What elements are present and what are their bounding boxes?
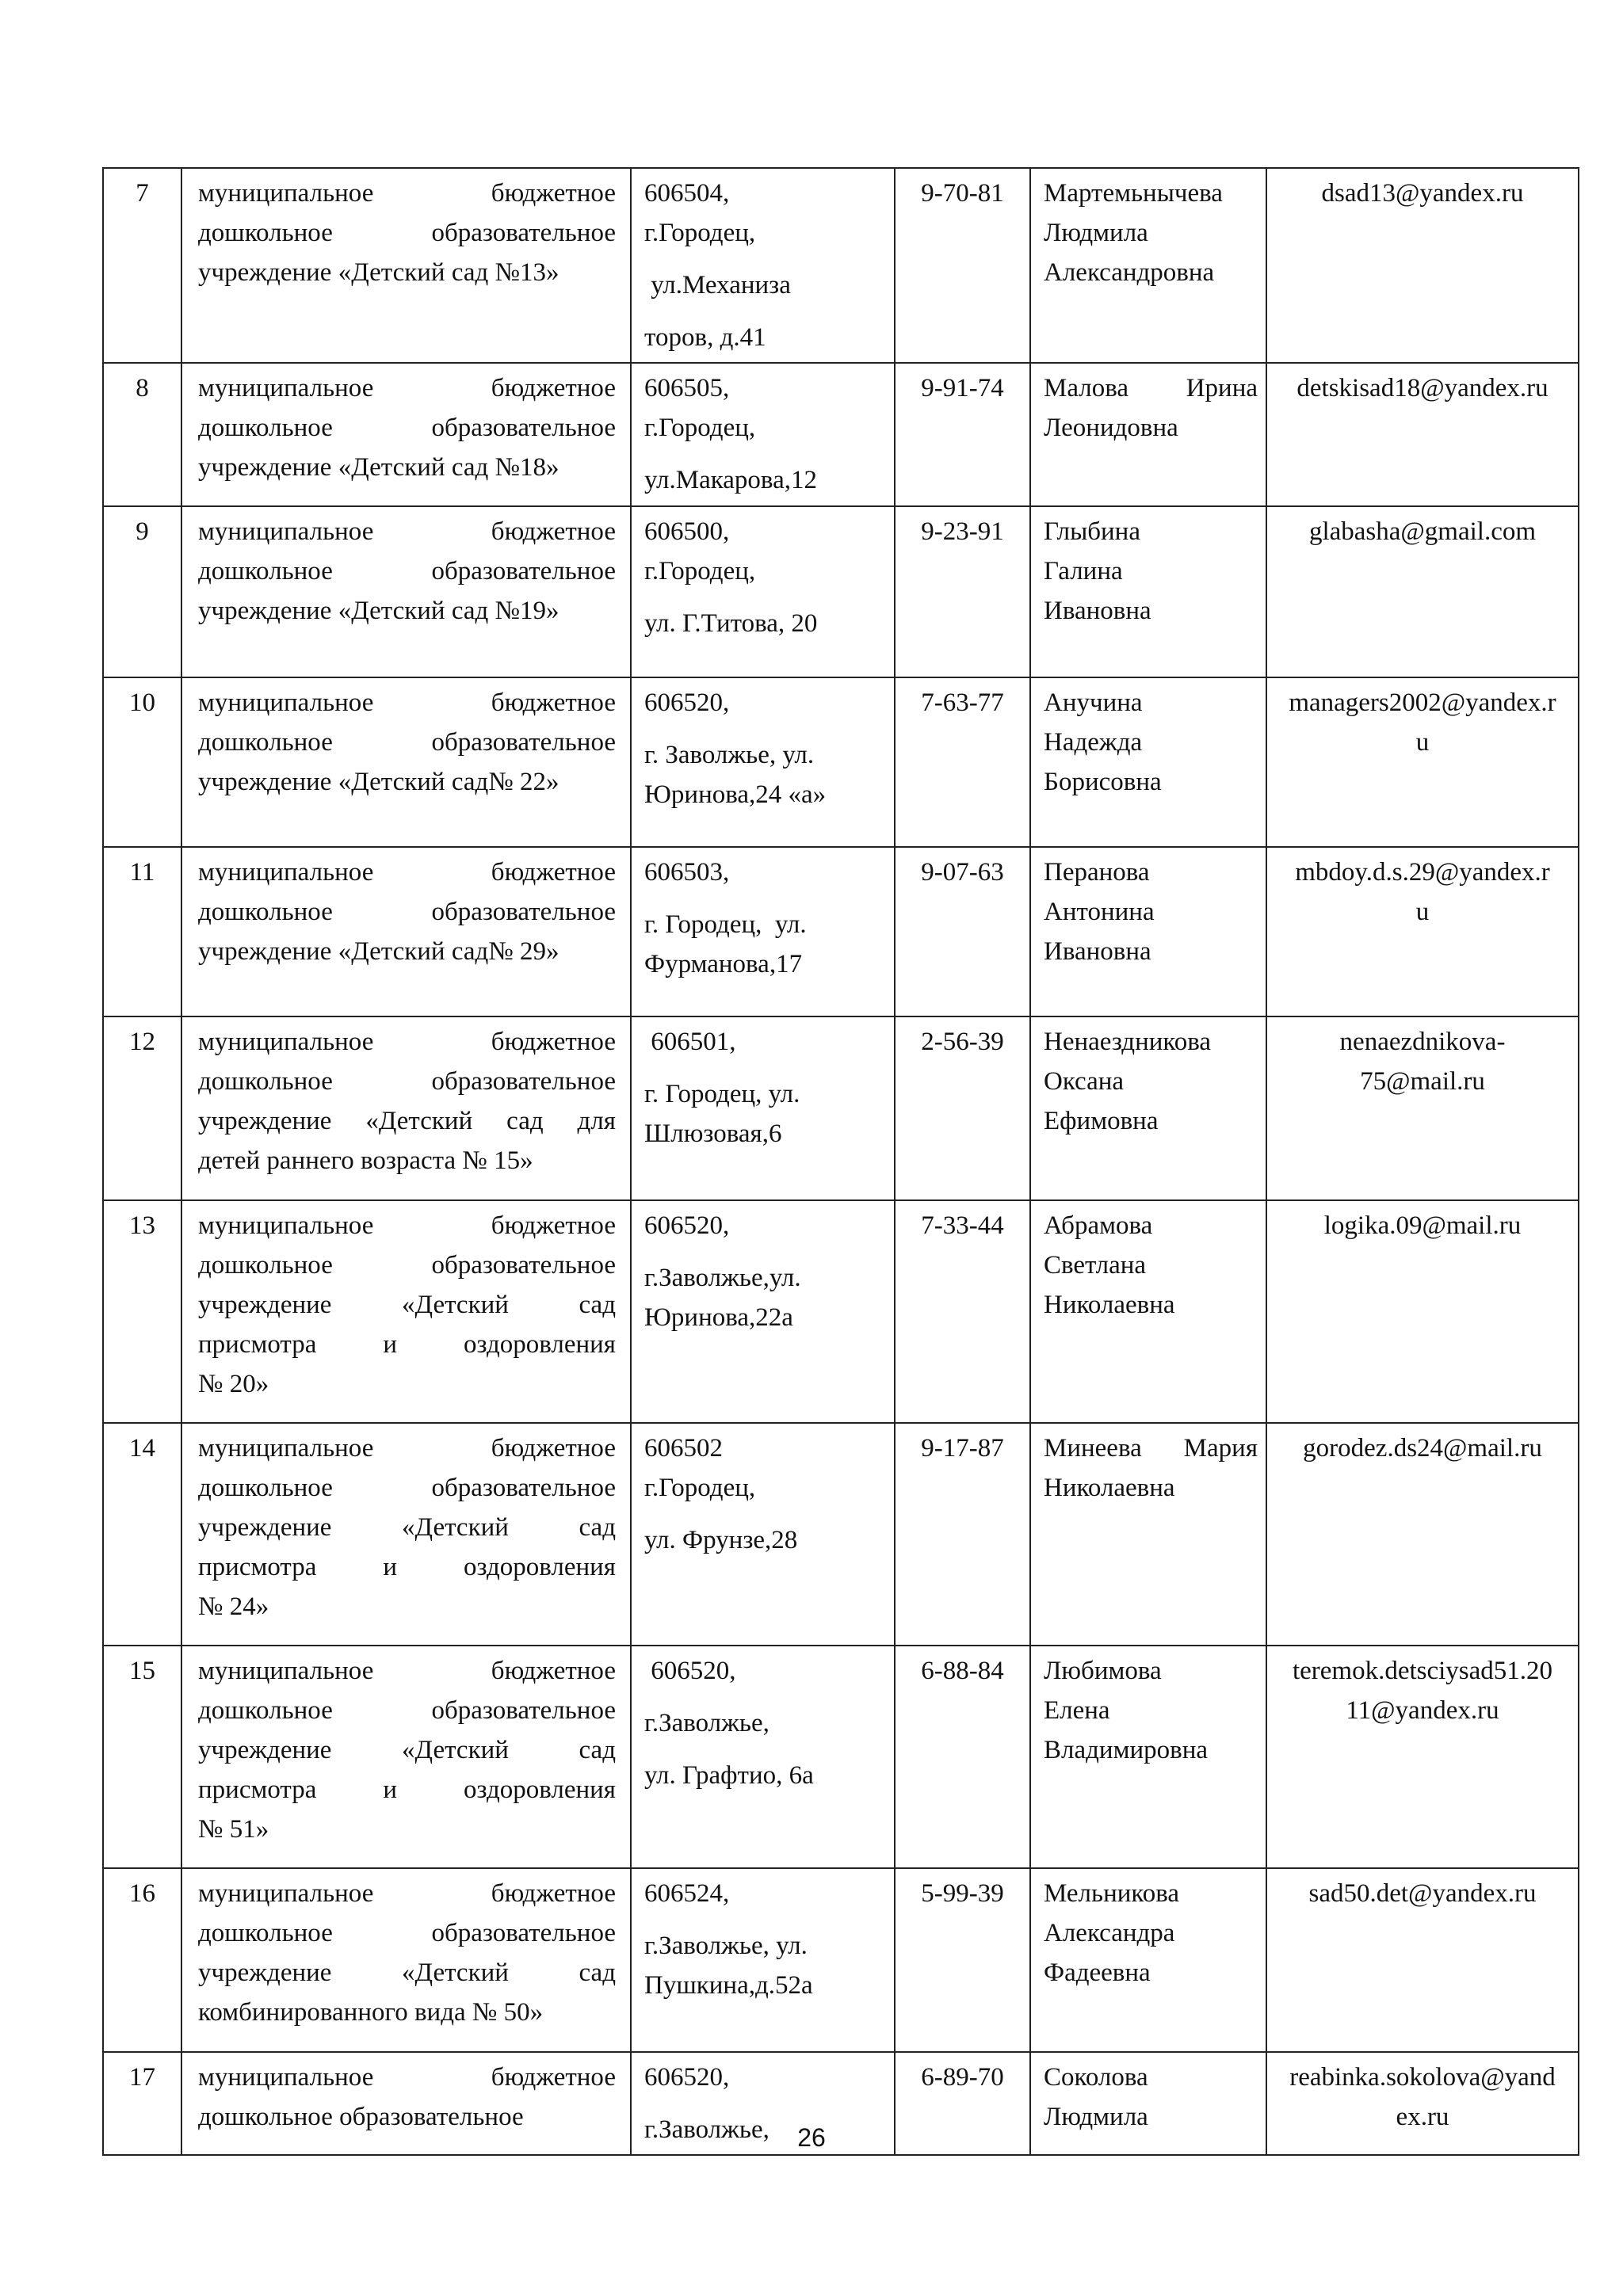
institution-name-line: присмотра и оздоровления bbox=[198, 1330, 616, 1359]
row-number: 10 bbox=[129, 688, 155, 717]
institution-name-line: дошкольное образовательное bbox=[198, 557, 616, 585]
contact-person-cell bbox=[1030, 1868, 1266, 2052]
row-number: 9 bbox=[136, 517, 149, 546]
institution-name-line: комбинированного вида № 50» bbox=[198, 1998, 544, 2027]
contact-person-line: Надежда bbox=[1044, 728, 1143, 757]
address-cell bbox=[631, 847, 895, 1016]
institution-name-line: дошкольное образовательное bbox=[198, 898, 616, 926]
address-line: Шлюзовая,6 bbox=[644, 1119, 782, 1148]
email-cell bbox=[1266, 677, 1579, 847]
email-line: detskisad18@yandex.ru bbox=[1296, 374, 1549, 402]
row-number-cell bbox=[103, 363, 181, 506]
contact-person-cell bbox=[1030, 363, 1266, 506]
contact-person-cell bbox=[1030, 1200, 1266, 1423]
address-cell bbox=[631, 168, 895, 363]
table-row bbox=[103, 168, 1579, 363]
contact-person-line: Анучина bbox=[1044, 688, 1143, 717]
contact-person-cell bbox=[1030, 1423, 1266, 1646]
row-number-cell bbox=[103, 506, 181, 677]
address-line: Юринова,22а bbox=[644, 1303, 793, 1332]
phone-number: 2-56-39 bbox=[921, 1028, 1004, 1056]
institution-name-cell bbox=[181, 363, 631, 506]
row-number: 17 bbox=[129, 2063, 155, 2092]
organizations-table bbox=[102, 167, 1579, 2156]
institution-name-cell bbox=[181, 1200, 631, 1423]
contact-person-line: Николаевна bbox=[1044, 1474, 1175, 1502]
institution-name-line: дошкольное образовательное bbox=[198, 2103, 524, 2131]
institution-name-line: учреждение «Детский сад №18» bbox=[198, 453, 559, 482]
institution-name-line: муниципальное бюджетное bbox=[198, 688, 616, 717]
institution-name-line: детей раннего возраста № 15» bbox=[198, 1146, 533, 1175]
address-line: г.Заволжье,ул. bbox=[644, 1264, 801, 1292]
address-line: 606501, bbox=[644, 1028, 736, 1056]
email-line: 75@mail.ru bbox=[1360, 1067, 1485, 1096]
address-line: ул. Графтио, 6а bbox=[644, 1761, 814, 1790]
institution-name-line: учреждение «Детский сад№ 29» bbox=[198, 937, 559, 966]
address-line: 606503, bbox=[644, 858, 730, 887]
institution-name-line: муниципальное бюджетное bbox=[198, 517, 616, 546]
institution-name-line: дошкольное образовательное bbox=[198, 1067, 616, 1096]
phone-number: 9-91-74 bbox=[921, 374, 1004, 402]
institution-name-line: дошкольное образовательное bbox=[198, 1919, 616, 1947]
address-line: Фурманова,17 bbox=[644, 950, 803, 978]
row-number: 15 bbox=[129, 1657, 155, 1685]
institution-name-line: учреждение «Детский сад №19» bbox=[198, 597, 559, 625]
institution-name-line: учреждение «Детский сад bbox=[198, 1736, 616, 1764]
contact-person-cell bbox=[1030, 847, 1266, 1016]
contact-person-cell bbox=[1030, 677, 1266, 847]
institution-name-line: муниципальное бюджетное bbox=[198, 179, 616, 208]
row-number-cell bbox=[103, 677, 181, 847]
page-number: 26 bbox=[797, 2123, 826, 2152]
institution-name-line: муниципальное бюджетное bbox=[198, 1434, 616, 1463]
address-cell bbox=[631, 506, 895, 677]
phone-number: 7-33-44 bbox=[921, 1211, 1004, 1240]
email-line: teremok.detsciysad51.20 bbox=[1292, 1657, 1553, 1685]
institution-name-line: дошкольное образовательное bbox=[198, 1696, 616, 1725]
email-cell bbox=[1266, 1646, 1579, 1868]
email-cell bbox=[1266, 363, 1579, 506]
email-line: ex.ru bbox=[1396, 2103, 1449, 2131]
address-line: г.Заволжье, bbox=[644, 2115, 769, 2144]
contact-person-line: Борисовна bbox=[1044, 768, 1162, 796]
contact-person-line: Галина bbox=[1044, 557, 1123, 585]
address-line: г.Городец, bbox=[644, 219, 756, 247]
table-row bbox=[103, 1646, 1579, 1868]
row-number-cell bbox=[103, 168, 181, 363]
institution-name-line: муниципальное бюджетное bbox=[198, 1657, 616, 1685]
institution-name-line: учреждение «Детский сад bbox=[198, 1291, 616, 1319]
row-number: 14 bbox=[129, 1434, 155, 1463]
contact-person-line: Глыбина bbox=[1044, 517, 1140, 546]
contact-person-line: Александра bbox=[1044, 1919, 1175, 1947]
address-line: Юринова,24 «а» bbox=[644, 780, 827, 809]
institution-name-line: дошкольное образовательное bbox=[198, 414, 616, 442]
row-number: 7 bbox=[136, 179, 149, 208]
table-body bbox=[103, 168, 1579, 2155]
institution-name-line: № 20» bbox=[198, 1370, 269, 1398]
institution-name-line: муниципальное бюджетное bbox=[198, 2063, 616, 2092]
institution-name-line: муниципальное бюджетное bbox=[198, 1879, 616, 1908]
address-line: 606520, bbox=[644, 2063, 730, 2092]
phone-number: 7-63-77 bbox=[921, 688, 1004, 717]
email-line: sad50.det@yandex.ru bbox=[1308, 1879, 1537, 1908]
address-line: г.Городец, bbox=[644, 1474, 756, 1502]
institution-name-line: учреждение «Детский сад bbox=[198, 1958, 616, 1987]
address-line: 606520, bbox=[644, 1211, 730, 1240]
email-line: u bbox=[1415, 728, 1430, 757]
contact-person-line: Любимова bbox=[1044, 1657, 1162, 1685]
institution-name-cell bbox=[181, 847, 631, 1016]
phone-cell bbox=[895, 506, 1030, 677]
row-number-cell bbox=[103, 1868, 181, 2052]
institution-name-line: присмотра и оздоровления bbox=[198, 1553, 616, 1581]
address-line: 606524, bbox=[644, 1879, 730, 1908]
table-row bbox=[103, 506, 1579, 677]
email-line: glabasha@gmail.com bbox=[1308, 517, 1537, 546]
address-line: ул. Фрунзе,28 bbox=[644, 1526, 798, 1554]
contact-person-line: Ефимовна bbox=[1044, 1107, 1159, 1135]
contact-person-line: Мельникова bbox=[1044, 1879, 1180, 1908]
address-line: 606520, bbox=[644, 688, 730, 717]
phone-cell bbox=[895, 1200, 1030, 1423]
email-cell bbox=[1266, 1868, 1579, 2052]
address-line: г.Городец, bbox=[644, 414, 756, 442]
contact-person-line: Фадеевна bbox=[1044, 1958, 1151, 1987]
phone-cell bbox=[895, 363, 1030, 506]
phone-number: 9-17-87 bbox=[921, 1434, 1004, 1463]
row-number: 8 bbox=[136, 374, 149, 402]
email-cell bbox=[1266, 1423, 1579, 1646]
address-cell bbox=[631, 1868, 895, 2052]
contact-person-line: Ненаездникова bbox=[1044, 1028, 1212, 1056]
address-line: 606504, bbox=[644, 179, 730, 208]
row-number: 16 bbox=[129, 1879, 155, 1908]
institution-name-line: дошкольное образовательное bbox=[198, 1474, 616, 1502]
phone-cell bbox=[895, 1423, 1030, 1646]
institution-name-cell bbox=[181, 1423, 631, 1646]
institution-name-line: № 51» bbox=[198, 1815, 269, 1844]
email-line: managers2002@yandex.r bbox=[1289, 688, 1556, 717]
row-number: 11 bbox=[129, 858, 155, 887]
contact-person-line: Светлана bbox=[1044, 1251, 1147, 1280]
institution-name-line: дошкольное образовательное bbox=[198, 1251, 616, 1280]
contact-person-line: Владимировна bbox=[1044, 1736, 1209, 1764]
email-cell bbox=[1266, 1016, 1579, 1200]
address-line: 606502 bbox=[644, 1434, 723, 1463]
address-line: г. Заволжье, ул. bbox=[644, 741, 815, 769]
institution-name-line: учреждение «Детский сад для bbox=[198, 1107, 616, 1135]
address-cell bbox=[631, 1423, 895, 1646]
email-line: 11@yandex.ru bbox=[1346, 1696, 1499, 1725]
email-line: logika.09@mail.ru bbox=[1323, 1211, 1522, 1240]
row-number-cell bbox=[103, 1423, 181, 1646]
institution-name-cell bbox=[181, 1646, 631, 1868]
address-line: ул.Механиза bbox=[644, 271, 791, 299]
email-line: reabinka.sokolova@yand bbox=[1289, 2063, 1556, 2092]
contact-person-cell bbox=[1030, 506, 1266, 677]
address-line: г.Городец, bbox=[644, 557, 756, 585]
address-cell bbox=[631, 363, 895, 506]
email-line: u bbox=[1415, 898, 1430, 926]
contact-person-cell bbox=[1030, 168, 1266, 363]
institution-name-line: № 24» bbox=[198, 1592, 269, 1621]
email-cell bbox=[1266, 506, 1579, 677]
phone-cell bbox=[895, 1868, 1030, 2052]
contact-person-line: Соколова bbox=[1044, 2063, 1148, 2092]
institution-name-line: учреждение «Детский сад №13» bbox=[198, 258, 559, 287]
phone-cell bbox=[895, 168, 1030, 363]
contact-person-line: Оксана bbox=[1044, 1067, 1125, 1096]
contact-person-line: Ивановна bbox=[1044, 597, 1151, 625]
contact-person-line: Перанова bbox=[1044, 858, 1150, 887]
contact-person-line: Минеева Мария bbox=[1044, 1434, 1258, 1463]
institution-name-line: муниципальное бюджетное bbox=[198, 374, 616, 402]
email-line: nenaezdnikova- bbox=[1339, 1028, 1506, 1056]
table-row bbox=[103, 1423, 1579, 1646]
phone-cell bbox=[895, 677, 1030, 847]
institution-name-cell bbox=[181, 677, 631, 847]
row-number-cell bbox=[103, 1200, 181, 1423]
institution-name-line: муниципальное бюджетное bbox=[198, 1028, 616, 1056]
table-row bbox=[103, 847, 1579, 1016]
phone-number: 5-99-39 bbox=[921, 1879, 1004, 1908]
institution-name-line: присмотра и оздоровления bbox=[198, 1775, 616, 1804]
address-line: торов, д.41 bbox=[644, 323, 766, 352]
institution-name-line: муниципальное бюджетное bbox=[198, 1211, 616, 1240]
contact-person-line: Александровна bbox=[1044, 258, 1215, 287]
address-cell bbox=[631, 1200, 895, 1423]
table-row bbox=[103, 677, 1579, 847]
contact-person-line: Леонидовна bbox=[1044, 414, 1178, 442]
row-number-cell bbox=[103, 1646, 181, 1868]
address-line: Пушкина,д.52а bbox=[644, 1971, 813, 2000]
row-number: 12 bbox=[129, 1028, 155, 1056]
row-number: 13 bbox=[129, 1211, 155, 1240]
address-line: г.Заволжье, ул. bbox=[644, 1932, 808, 1960]
institution-name-line: дошкольное образовательное bbox=[198, 219, 616, 247]
phone-cell bbox=[895, 1016, 1030, 1200]
institution-name-cell bbox=[181, 168, 631, 363]
institution-name-line: учреждение «Детский сад bbox=[198, 1513, 616, 1542]
contact-person-cell bbox=[1030, 1646, 1266, 1868]
phone-cell bbox=[895, 847, 1030, 1016]
contact-person-line: Николаевна bbox=[1044, 1291, 1175, 1319]
contact-person-line: Елена bbox=[1044, 1696, 1110, 1725]
phone-number: 6-88-84 bbox=[921, 1657, 1004, 1685]
phone-cell bbox=[895, 1646, 1030, 1868]
table-row bbox=[103, 1200, 1579, 1423]
institution-name-cell bbox=[181, 1016, 631, 1200]
address-line: г.Заволжье, bbox=[644, 1709, 769, 1737]
address-line: г. Городец, ул. bbox=[644, 1080, 800, 1108]
address-line: 606500, bbox=[644, 517, 730, 546]
address-line: ул. Г.Титова, 20 bbox=[644, 609, 818, 638]
contact-person-line: Антонина bbox=[1044, 898, 1155, 926]
address-line: г. Городец, ул. bbox=[644, 910, 807, 939]
table-row bbox=[103, 1016, 1579, 1200]
institution-name-line: дошкольное образовательное bbox=[198, 728, 616, 757]
row-number-cell bbox=[103, 847, 181, 1016]
phone-number: 9-70-81 bbox=[921, 179, 1004, 208]
email-line: mbdoy.d.s.29@yandex.r bbox=[1295, 858, 1550, 887]
email-cell bbox=[1266, 1200, 1579, 1423]
institution-name-cell bbox=[181, 1868, 631, 2052]
email-line: dsad13@yandex.ru bbox=[1321, 179, 1524, 208]
contact-person-line: Ивановна bbox=[1044, 937, 1151, 966]
address-cell bbox=[631, 1016, 895, 1200]
institution-name-line: муниципальное бюджетное bbox=[198, 858, 616, 887]
address-line: 606505, bbox=[644, 374, 730, 402]
contact-person-line: Мартемьнычева bbox=[1044, 179, 1223, 208]
contact-person-line: Малова Ирина bbox=[1044, 374, 1258, 402]
phone-number: 9-07-63 bbox=[921, 858, 1004, 887]
contact-person-line: Людмила bbox=[1044, 2103, 1148, 2131]
email-cell bbox=[1266, 168, 1579, 363]
email-cell bbox=[1266, 847, 1579, 1016]
contact-person-line: Людмила bbox=[1044, 219, 1148, 247]
address-line: 606520, bbox=[644, 1657, 736, 1685]
address-cell bbox=[631, 677, 895, 847]
address-cell bbox=[631, 1646, 895, 1868]
table-row bbox=[103, 363, 1579, 506]
institution-name-line: учреждение «Детский сад№ 22» bbox=[198, 768, 559, 796]
contact-person-line: Абрамова bbox=[1044, 1211, 1153, 1240]
email-line: gorodez.ds24@mail.ru bbox=[1303, 1434, 1542, 1463]
address-line: ул.Макарова,12 bbox=[644, 466, 817, 494]
row-number-cell bbox=[103, 1016, 181, 1200]
contact-person-cell bbox=[1030, 1016, 1266, 1200]
institution-name-cell bbox=[181, 506, 631, 677]
phone-number: 6-89-70 bbox=[921, 2063, 1004, 2092]
phone-number: 9-23-91 bbox=[921, 517, 1004, 546]
table-row bbox=[103, 1868, 1579, 2052]
